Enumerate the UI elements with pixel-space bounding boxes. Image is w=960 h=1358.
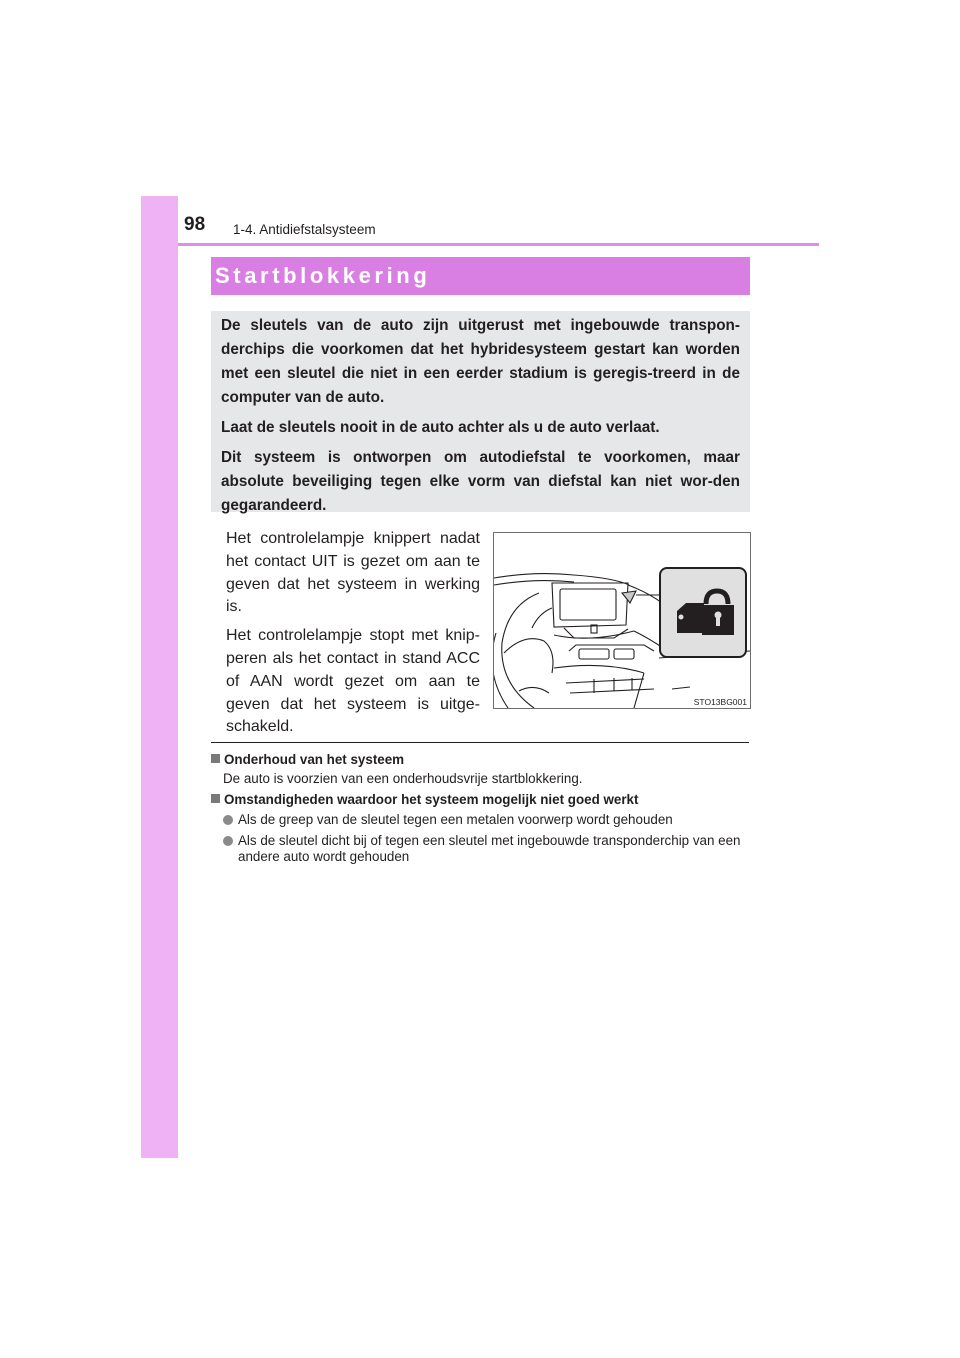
notes-divider xyxy=(211,742,749,743)
title-bar xyxy=(211,257,750,295)
body-paragraph: Het controlelampje stopt met knip-peren als het contact in stand ACC of AAN wordt gezet om aan te geven dat het systeem is uitge-schakeld. xyxy=(226,627,480,736)
notes-section xyxy=(211,751,756,870)
note-heading: Omstandigheden waardoor het systeem mogelijk niet goed werkt xyxy=(211,791,756,808)
square-bullet-icon xyxy=(211,754,220,763)
dashboard-figure xyxy=(493,532,751,709)
page-title: Startblokkering xyxy=(215,263,431,288)
figure-code: STO13BG001 xyxy=(693,697,747,707)
note-heading: Onderhoud van het systeem xyxy=(211,751,756,768)
list-item: Als de sleutel dicht bij of tegen een sleutel met ingebouwde transponderchip van een andere auto wordt gehouden xyxy=(223,833,756,866)
intro-paragraph: Laat de sleutels nooit in de auto achter als u de auto verlaat. xyxy=(221,419,660,436)
intro-paragraph: Dit systeem is ontworpen om autodiefstal te voorkomen, maar absolute beveiliging tegen elke vorm van diefstal kan niet wor-den gegarandeerd. xyxy=(221,449,740,514)
chapter-side-tab xyxy=(141,196,178,1158)
circle-bullet-icon xyxy=(223,815,233,825)
header-rule xyxy=(178,243,819,246)
dashboard-illustration xyxy=(494,533,750,708)
intro-paragraph: De sleutels van de auto zijn uitgerust met ingebouwde transpon-derchips die voorkomen dat het hybridesysteem gestart kan worden met een sleutel die niet in een eerder stadium is geregis-treerd in de computer van de auto. xyxy=(221,317,740,406)
square-bullet-icon xyxy=(211,794,220,803)
page-number: 98 xyxy=(184,214,206,235)
body-paragraph: Het controlelampje knippert nadat het contact UIT is gezet om aan te geven dat het systeem in werking is. xyxy=(226,530,480,616)
list-item: Als de greep van de sleutel tegen een metalen voorwerp wordt gehouden xyxy=(223,812,756,829)
section-title: 1-4. Antidiefstalsysteem xyxy=(233,222,376,237)
circle-bullet-icon xyxy=(223,836,233,846)
intro-box xyxy=(211,311,750,512)
body-text xyxy=(226,528,480,745)
note-text: De auto is voorzien van een onderhoudsvrije startblokkering. xyxy=(223,771,583,786)
